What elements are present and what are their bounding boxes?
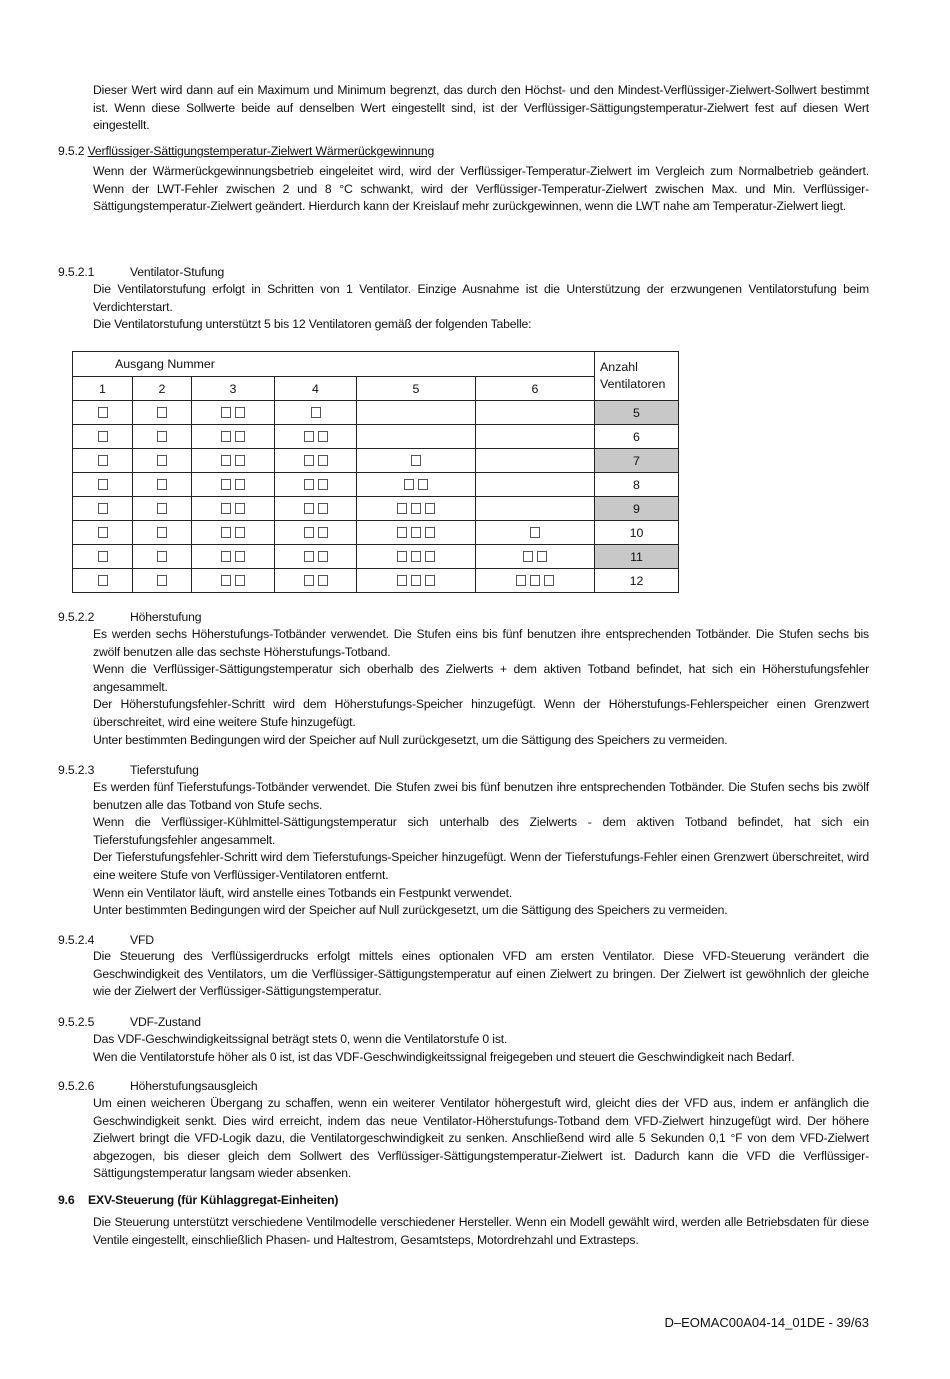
column-header: 2: [133, 377, 192, 401]
output-box-icon: [98, 503, 108, 514]
output-box-icon: [221, 455, 231, 466]
output-box-icon: [98, 575, 108, 586]
output-box-icon: [221, 479, 231, 490]
section-number: 9.5.2.1: [58, 265, 95, 279]
paragraph-text: Um einen weicheren Übergang zu schaffen, wenn ein weiterer Ventilator höhergestuft wird, gleicht dies der VFD aus, indem er anfänglich die Geschwindigkeit senkt. Dies wird erreicht, indem das neue Ventilator-Höherstufungs-Totband dem VFD-Zielwert hinzugefügt wird. Der höhere Zielwert bringt die VFD-Logik dazu, die Ventilatorgeschwindigkeit zu senken. Anschließend wird alle 5 Sekunden 0,1 °F von dem VFD-Zielwert abgezogen, bis dieser gleich dem Sollwert des Verflüssiger-Sättigungstemperatur-Zielwert ist. Dadurch kann die VFD die Verflüssiger-Sättigungstemperatur langsam wieder absenken.: [93, 1096, 869, 1181]
output-box-icon: [425, 503, 435, 514]
table-row: [73, 545, 679, 569]
output-box-icon: [425, 527, 435, 538]
section-number: 9.5.2.6: [58, 1079, 95, 1093]
section-heading-9-5-2-5: [58, 1014, 201, 1031]
output-box-icon: [98, 479, 108, 490]
output-cell: [476, 425, 595, 449]
output-cell: [133, 497, 192, 521]
output-box-icon: [304, 551, 314, 562]
section-number: 9.6: [58, 1193, 75, 1207]
output-cell: [192, 449, 275, 473]
output-box-icon: [304, 527, 314, 538]
output-cell: [133, 569, 192, 593]
output-cell: [275, 473, 357, 497]
table-row: [73, 497, 679, 521]
output-box-icon: [304, 503, 314, 514]
section-number: 9.5.2.3: [58, 763, 95, 777]
section-number: 9.5.2: [58, 144, 85, 158]
output-box-icon: [418, 479, 428, 490]
output-box-icon: [221, 551, 231, 562]
fan-count-header: Anzahl Ventilatoren: [595, 352, 679, 401]
paragraph-text: Unter bestimmten Bedingungen wird der Speicher auf Null zurückgesetzt, um die Sättigung des Speichers zu vermeiden.: [93, 903, 728, 918]
table-header-row: [73, 352, 679, 377]
output-box-icon: [98, 551, 108, 562]
paragraph-text: Unter bestimmten Bedingungen wird der Speicher auf Null zurückgesetzt, um die Sättigung des Speichers zu vermeiden.: [93, 732, 728, 747]
output-box-icon: [157, 407, 167, 418]
paragraph-text: Wen die Ventilatorstufe höher als 0 ist, ist das VDF-Geschwindigkeitssignal freigegeben und steuert die Geschwindigkeit nach Bedarf.: [93, 1049, 795, 1064]
output-box-icon: [411, 551, 421, 562]
table-row: [73, 449, 679, 473]
output-box-icon: [318, 575, 328, 586]
output-cell: [133, 449, 192, 473]
table-row: [73, 401, 679, 425]
output-cell: [73, 545, 133, 569]
output-cell: [476, 473, 595, 497]
fan-count-cell: 5: [595, 401, 679, 425]
section-title: VFD: [130, 933, 154, 947]
output-box-icon: [304, 575, 314, 586]
fan-count-cell: 8: [595, 473, 679, 497]
output-box-icon: [318, 503, 328, 514]
page-footer: D–EOMAC00A04-14_01DE - 39/63: [664, 1315, 869, 1330]
column-header: 6: [476, 377, 595, 401]
output-cell: [476, 521, 595, 545]
output-box-icon: [318, 479, 328, 490]
output-cell: [133, 545, 192, 569]
output-cell: [357, 569, 476, 593]
output-cell: [275, 449, 357, 473]
section-body-9-5-2-5: [93, 1031, 869, 1066]
output-box-icon: [404, 479, 414, 490]
output-box-icon: [235, 527, 245, 538]
paragraph-text: Dieser Wert wird dann auf ein Maximum und Minimum begrenzt, das durch den Höchst- und den Mindest-Verflüssiger-Zielwert-Sollwert bestimmt ist. Wenn diese Sollwerte beide auf denselben Wert eingestellt sind, ist der Verflüssiger-Sättigungstemperatur-Zielwert fest auf diesen Wert eingestellt.: [93, 83, 869, 133]
output-cell: [192, 545, 275, 569]
section-body-9-5-2: [93, 163, 869, 216]
section-body-9-5-2-4: [93, 948, 869, 1001]
output-cell: [73, 497, 133, 521]
output-cell: [275, 497, 357, 521]
output-box-icon: [157, 479, 167, 490]
output-box-icon: [157, 527, 167, 538]
section-number: 9.5.2.4: [58, 933, 95, 947]
fan-count-cell: 10: [595, 521, 679, 545]
column-header: 3: [192, 377, 275, 401]
output-cell: [357, 425, 476, 449]
section-heading-9-5-2-2: [58, 609, 201, 626]
output-box-icon: [318, 431, 328, 442]
output-box-icon: [304, 455, 314, 466]
output-cell: [476, 449, 595, 473]
output-box-icon: [530, 575, 540, 586]
paragraph-text: Die Ventilatorstufung erfolgt in Schritten von 1 Ventilator. Einzige Ausnahme ist die Unterstützung der erzwungenen Ventilatorstufung beim Verdichterstart.: [93, 282, 869, 314]
output-cell: [73, 401, 133, 425]
output-cell: [73, 473, 133, 497]
output-cell: [357, 449, 476, 473]
output-box-icon: [523, 551, 533, 562]
output-box-icon: [537, 551, 547, 562]
output-cell: [192, 425, 275, 449]
paragraph-text: Wenn die Verflüssiger-Kühlmittel-Sättigungstemperatur sich unterhalb des Zielwerts - dem aktiven Totband befindet, hat sich ein Tieferstufungsfehler angesammelt.: [93, 815, 869, 847]
output-cell: [476, 401, 595, 425]
output-cell: [275, 569, 357, 593]
output-cell: [73, 425, 133, 449]
output-cell: [133, 401, 192, 425]
output-box-icon: [235, 503, 245, 514]
output-box-icon: [157, 431, 167, 442]
output-box-icon: [397, 527, 407, 538]
output-box-icon: [544, 575, 554, 586]
output-cell: [192, 401, 275, 425]
fan-count-cell: 7: [595, 449, 679, 473]
output-box-icon: [235, 479, 245, 490]
section-body-9-5-2-2: [93, 626, 869, 749]
output-box-icon: [157, 455, 167, 466]
output-cell: [357, 401, 476, 425]
output-box-icon: [304, 431, 314, 442]
output-box-icon: [157, 503, 167, 514]
output-cell: [192, 521, 275, 545]
output-box-icon: [221, 527, 231, 538]
output-box-icon: [235, 455, 245, 466]
section-heading-9-5-2-4: [58, 932, 154, 949]
output-cell: [192, 473, 275, 497]
output-box-icon: [411, 503, 421, 514]
fan-count-cell: 9: [595, 497, 679, 521]
column-header: 5: [357, 377, 476, 401]
output-box-icon: [157, 575, 167, 586]
output-cell: [476, 545, 595, 569]
section-title: Höherstufungsausgleich: [130, 1079, 258, 1093]
paragraph-text: Die Steuerung unterstützt verschiedene Ventilmodelle verschiedener Hersteller. Wenn ein Modell gewählt wird, werden alle Betriebsdaten für diese Ventile eingestellt, einschließlich Phasen- und Haltestrom, Gesamtsteps, Motordrehzahl und Extrasteps.: [93, 1215, 869, 1247]
section-title: Verflüssiger-Sättigungstemperatur-Zielwert Wärmerückgewinnung: [87, 144, 435, 158]
paragraph-text: Wenn die Verflüssiger-Sättigungstemperatur sich oberhalb des Zielwerts + dem aktiven Totband befindet, hat sich ein Höherstufungsfehler angesammelt.: [93, 662, 869, 694]
output-cell: [357, 545, 476, 569]
output-box-icon: [318, 527, 328, 538]
paragraph-text: Die Steuerung des Verflüssigerdrucks erfolgt mittels eines optionalen VFD am ersten Ventilator. Diese VFD-Steuerung verändert die Geschwindigkeit des Ventilators, um die Verflüssiger-Sättigungstemperatur auf einen Zielwert zu bringen. Der Zielwert ist gewöhnlich der gleiche wie der Zielwert der Verflüssiger-Sättigungstemperatur.: [93, 949, 869, 999]
output-box-icon: [98, 527, 108, 538]
output-cell: [133, 473, 192, 497]
table-row: [73, 473, 679, 497]
fan-table-body: [73, 401, 679, 593]
fan-count-cell: 12: [595, 569, 679, 593]
output-cell: [476, 569, 595, 593]
output-box-icon: [411, 575, 421, 586]
section-body-9-5-2-3: [93, 779, 869, 920]
output-cell: [73, 449, 133, 473]
output-box-icon: [221, 503, 231, 514]
section-body-9-5-2-6: [93, 1095, 869, 1183]
section-title: Tieferstufung: [130, 763, 199, 777]
output-box-icon: [98, 455, 108, 466]
output-box-icon: [221, 431, 231, 442]
fan-staging-table: [72, 351, 679, 593]
section-number: 9.5.2.5: [58, 1015, 95, 1029]
table-row: [73, 569, 679, 593]
output-box-icon: [425, 575, 435, 586]
output-box-icon: [221, 575, 231, 586]
paragraph-text: Es werden sechs Höherstufungs-Totbänder verwendet. Die Stufen eins bis fünf benutzen ihre entsprechenden Totbänder. Die Stufen sechs bis zwölf benutzen alle das sechste Höherstufungs-Totband.: [93, 627, 869, 659]
output-box-icon: [397, 503, 407, 514]
fan-count-cell: 6: [595, 425, 679, 449]
output-box-icon: [411, 527, 421, 538]
output-box-icon: [411, 455, 421, 466]
output-box-icon: [221, 407, 231, 418]
output-box-icon: [98, 407, 108, 418]
section-heading-9-5-2-6: [58, 1078, 257, 1095]
section-number: 9.5.2.2: [58, 610, 95, 624]
section-title: VDF-Zustand: [130, 1015, 201, 1029]
output-cell: [357, 521, 476, 545]
output-box-icon: [235, 551, 245, 562]
output-box-icon: [425, 551, 435, 562]
output-box-icon: [304, 479, 314, 490]
output-cell: [192, 497, 275, 521]
section-title: Ventilator-Stufung: [130, 265, 225, 279]
output-box-icon: [311, 407, 321, 418]
output-number-header: Ausgang Nummer: [73, 352, 595, 377]
table-column-row: [73, 377, 679, 401]
output-box-icon: [397, 551, 407, 562]
table-row: [73, 521, 679, 545]
paragraph-text: Es werden fünf Tieferstufungs-Totbänder verwendet. Die Stufen zwei bis fünf benutzen ihre entsprechenden Totbänder. Die Stufen sechs bis zwölf benutzen alle das Totband von Stufe sechs.: [93, 780, 869, 812]
output-cell: [73, 569, 133, 593]
section-title: Höherstufung: [130, 610, 202, 624]
output-box-icon: [397, 575, 407, 586]
section-body-9-6: [93, 1214, 869, 1249]
output-cell: [275, 401, 357, 425]
output-box-icon: [318, 455, 328, 466]
fan-count-cell: 11: [595, 545, 679, 569]
output-box-icon: [235, 575, 245, 586]
section-heading-9-6: [58, 1192, 338, 1209]
output-box-icon: [157, 551, 167, 562]
output-box-icon: [235, 407, 245, 418]
output-cell: [357, 473, 476, 497]
paragraph-text: Die Ventilatorstufung unterstützt 5 bis 12 Ventilatoren gemäß der folgenden Tabelle:: [93, 317, 532, 332]
paragraph-text: Wenn der Wärmerückgewinnungsbetrieb eingeleitet wird, wird der Verflüssiger-Temperatur-Zielwert im Vergleich zum Normalbetrieb geändert. Wenn der LWT-Fehler zwischen 2 und 8 °C schwankt, wird der Verflüssiger-Temperatur-Zielwert zwischen Max. und Min. Verflüssiger-Sättigungstemperatur-Zielwert geändert. Hierdurch kann der Kreislauf mehr zurückgewinnen, wenn die LWT nahe am Temperatur-Zielwert liegt.: [93, 164, 869, 214]
section-heading-9-5-2-3: [58, 762, 199, 779]
output-cell: [275, 545, 357, 569]
section-heading-9-5-2-1: [58, 264, 224, 281]
output-box-icon: [318, 551, 328, 562]
column-header: 1: [73, 377, 133, 401]
output-box-icon: [530, 527, 540, 538]
section-title: EXV-Steuerung (für Kühlaggregat-Einheiten): [88, 1193, 339, 1207]
paragraph-text: Der Tieferstufungsfehler-Schritt wird dem Tieferstufungs-Speicher hinzugefügt. Wenn der Tieferstufungs-Fehler einen Grenzwert überschreitet, wird eine weitere Stufe von Verflüssiger-Ventilatoren entfernt.: [93, 850, 869, 882]
column-header: 4: [275, 377, 357, 401]
paragraph-text: Das VDF-Geschwindigkeitssignal beträgt stets 0, wenn die Ventilatorstufe 0 ist.: [93, 1032, 508, 1046]
table-row: [73, 425, 679, 449]
output-cell: [275, 425, 357, 449]
paragraph-text: Der Höherstufungsfehler-Schritt wird dem Höherstufungs-Speicher hinzugefügt. Wenn der Höherstufungs-Fehlerspeicher einen Grenzwert überschreitet, wird eine weitere Stufe hinzugefügt.: [93, 697, 869, 729]
output-box-icon: [235, 431, 245, 442]
section-body-9-5-2-1: [93, 281, 869, 334]
output-box-icon: [98, 431, 108, 442]
section-heading-9-5-2: [58, 143, 434, 160]
intro-paragraph: [93, 82, 869, 135]
paragraph-text: Wenn ein Ventilator läuft, wird anstelle eines Totbands ein Festpunkt verwendet.: [93, 885, 513, 900]
output-box-icon: [516, 575, 526, 586]
output-cell: [476, 497, 595, 521]
output-cell: [133, 425, 192, 449]
output-cell: [357, 497, 476, 521]
output-cell: [73, 521, 133, 545]
output-cell: [133, 521, 192, 545]
output-cell: [192, 569, 275, 593]
output-cell: [275, 521, 357, 545]
